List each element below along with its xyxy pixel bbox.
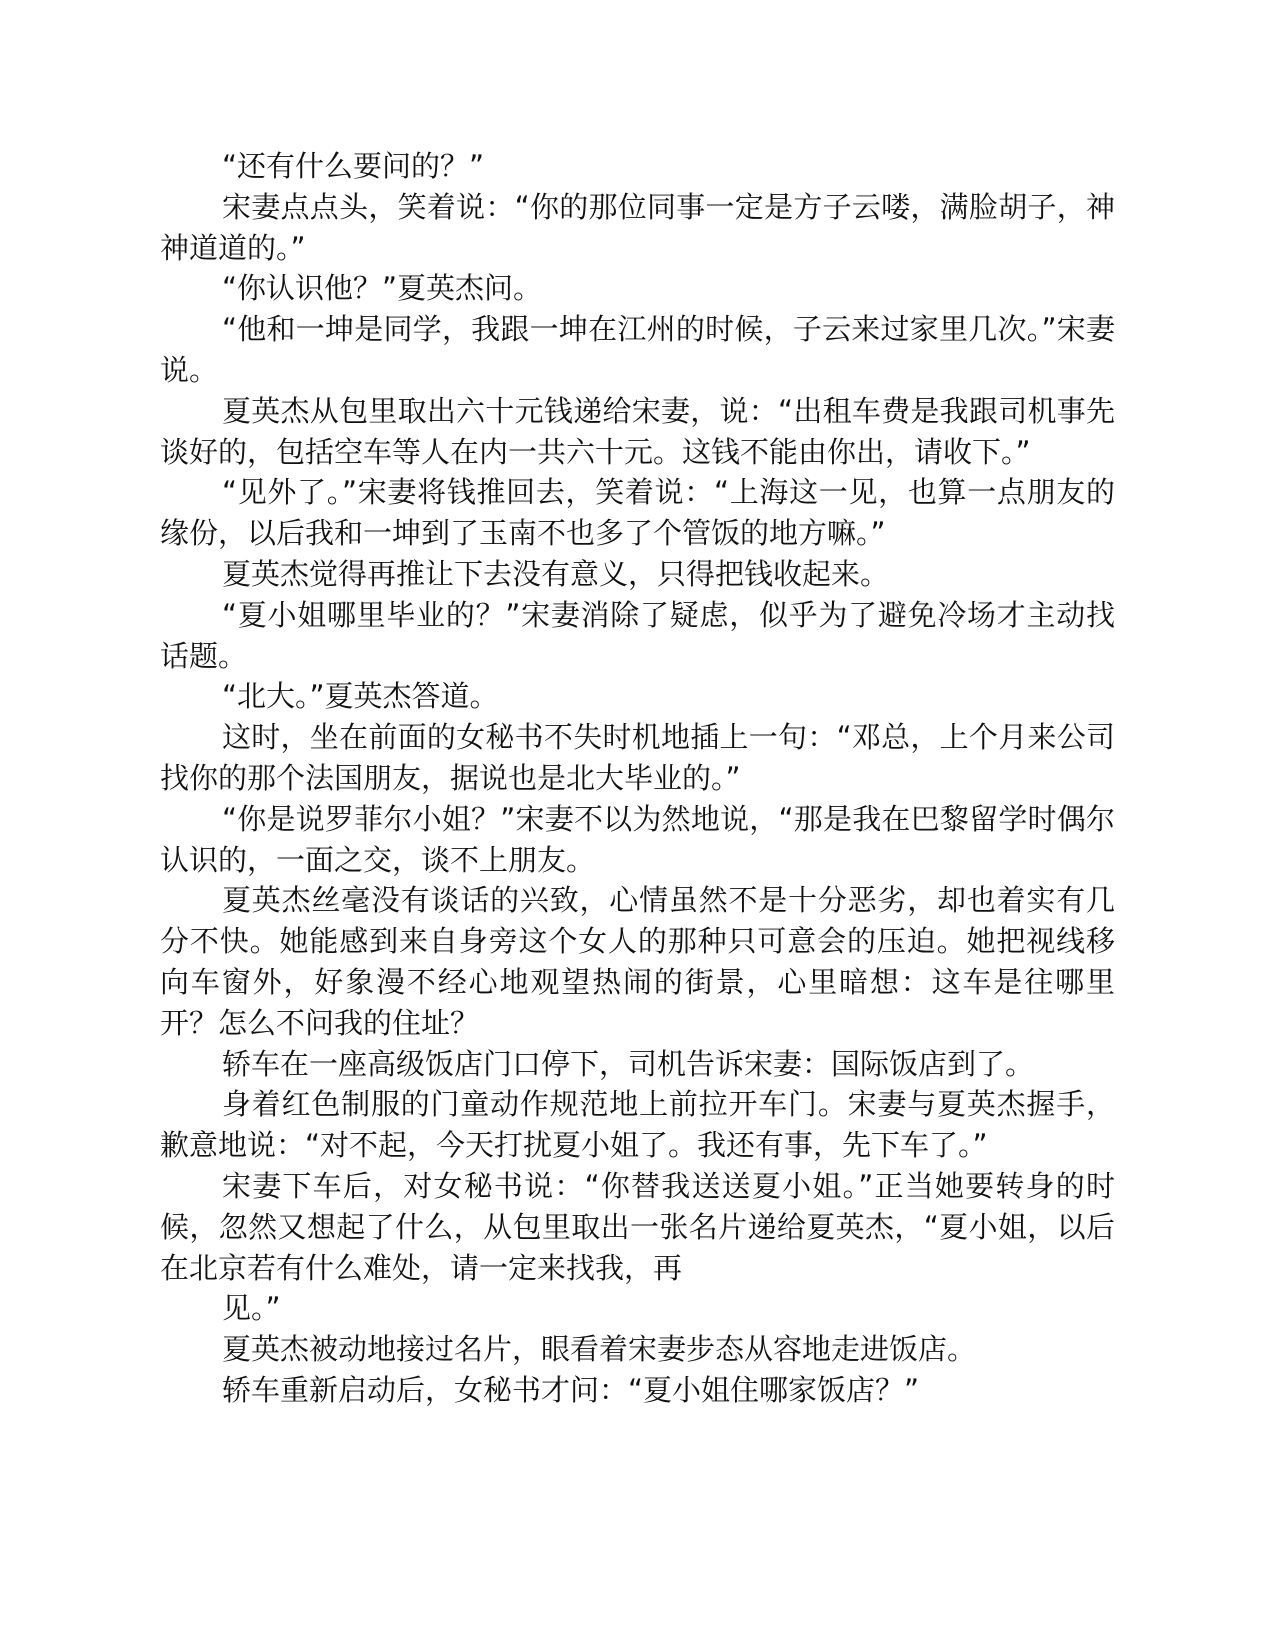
paragraph: “北大。”夏英杰答道。 xyxy=(222,679,499,714)
paragraph: 见。” xyxy=(222,1291,281,1326)
paragraph: 宋妻点点头，笑着说：“你的那位同事一定是方子云喽，满脸胡子，神神道道的。” xyxy=(160,189,1115,265)
paragraph: “你是说罗菲尔小姐？”宋妻不以为然地说，“那是我在巴黎留学时偶尔认识的，一面之交，谈不上朋友。 xyxy=(160,801,1115,877)
paragraph: “你认识他？”夏英杰问。 xyxy=(222,271,543,306)
paragraph: “见外了。”宋妻将钱推回去，笑着说：“上海这一见，也算一点朋友的缘份，以后我和一坤到了玉南不也多了个管饭的地方嘛。” xyxy=(160,475,1115,551)
paragraph: 宋妻下车后，对女秘书说：“你替我送送夏小姐。”正当她要转身的时候，忽然又想起了什么，从包里取出一张名片递给夏英杰，“夏小姐，以后在北京若有什么难处，请一定来找我，再 xyxy=(160,1168,1115,1285)
paragraph: 夏英杰觉得再推让下去没有意义，只得把钱收起来。 xyxy=(222,556,890,591)
paragraph: 轿车在一座高级饭店门口停下，司机告诉宋妻：国际饭店到了。 xyxy=(222,1046,1035,1081)
paragraph: “还有什么要问的？” xyxy=(222,149,485,183)
paragraph: “他和一坤是同学，我跟一坤在江州的时候，子云来过家里几次。”宋妻说。 xyxy=(160,312,1115,387)
paragraph: 夏英杰被动地接过名片，眼看着宋妻步态从容地走进饭店。 xyxy=(222,1332,977,1367)
paragraph: 身着红色制服的门童动作规范地上前拉开车门。宋妻与夏英杰握手，歉意地说：“对不起，今天打扰夏小姐了。我还有事，先下车了。” xyxy=(160,1087,1115,1163)
paragraph: 夏英杰从包里取出六十元钱递给宋妻，说：“出租车费是我跟司机事先谈好的，包括空车等人在内一共六十元。这钱不能由你出，请收下。” xyxy=(160,393,1115,469)
paragraph: 这时，坐在前面的女秘书不失时机地插上一句：“邓总，上个月来公司找你的那个法国朋友，据说也是北大毕业的。” xyxy=(160,720,1115,795)
paragraph: 轿车重新启动后，女秘书才问：“夏小姐住哪家饭店？” xyxy=(222,1372,920,1407)
document-page xyxy=(160,146,1115,1411)
paragraph: 夏英杰丝毫没有谈话的兴致，心情虽然不是十分恶劣，却也着实有几分不快。她能感到来自身旁这个女人的那种只可意会的压迫。她把视线移向车窗外，好象漫不经心地观望热闹的街景，心里暗想：这车是往哪里开？怎么不问我的住址？ xyxy=(160,883,1115,1040)
paragraph: “夏小姐哪里毕业的？”宋妻消除了疑虑，似乎为了避免冷场才主动找话题。 xyxy=(160,597,1115,673)
